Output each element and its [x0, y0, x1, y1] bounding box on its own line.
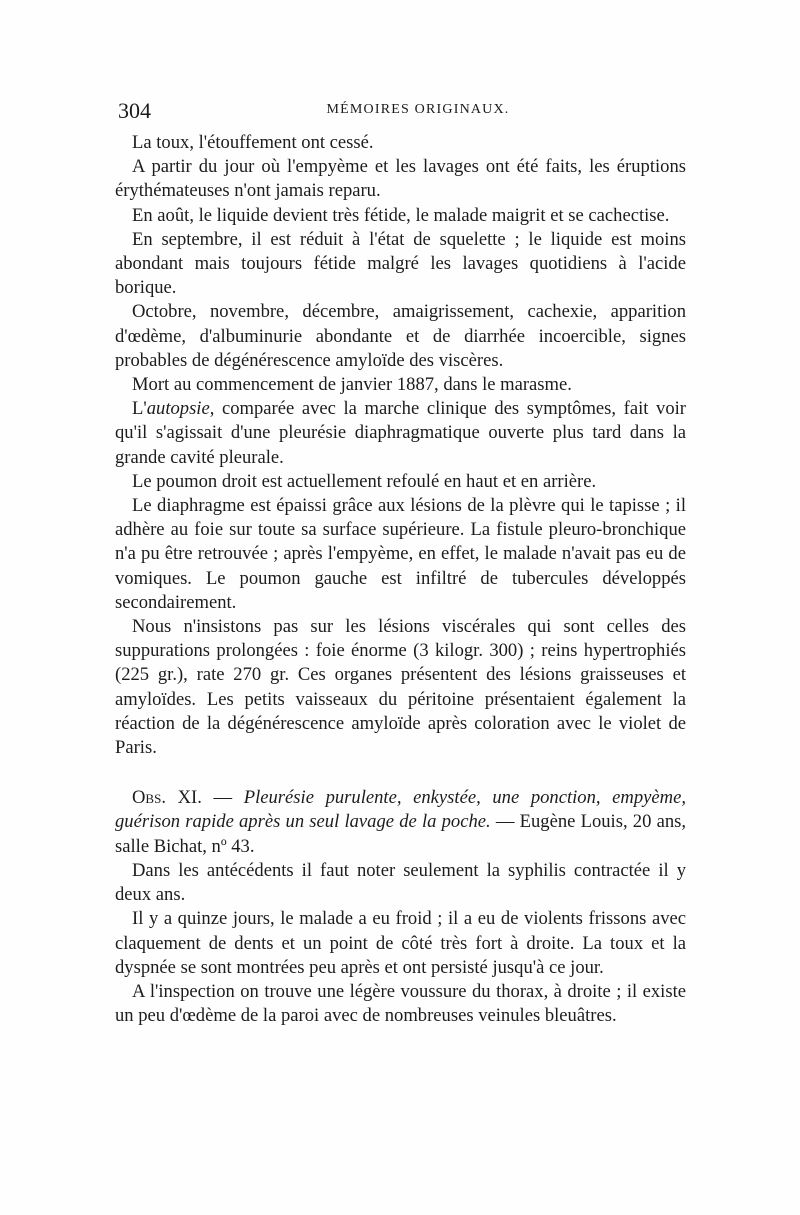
- paragraph: A l'inspection on trouve une légère voussure du thorax, à droite ; il existe un peu d'œdème de la paroi avec de nombreuses veinules bleuâtres.: [115, 980, 686, 1027]
- autopsy-rest: , comparée avec la marche clinique des symptômes, fait voir qu'il s'agissait d'une pleurésie diaphragmatique ouverte plus tard dans la grande cavité pleurale.: [115, 398, 686, 468]
- page-number: 304: [118, 98, 151, 123]
- page-header: [118, 98, 690, 126]
- paragraph: En septembre, il est réduit à l'état de squelette ; le liquide est moins abondant mais toujours fétide malgré les lavages quotidiens à l'acide borique.: [115, 228, 686, 299]
- paragraph: Il y a quinze jours, le malade a eu froid ; il a eu de violents frissons avec claquement de dents et un point de côté très fort à droite. La toux et la dyspnée se sont montrées peu après et ont persisté jusqu'à ce jour.: [115, 908, 686, 978]
- paragraph: Dans les antécédents il faut noter seulement la syphilis contractée il y deux ans.: [115, 859, 686, 906]
- paragraph: La toux, l'étouffement ont cessé.: [132, 132, 374, 153]
- autopsy-prefix: L': [132, 398, 147, 420]
- observation-title: Pleurésie purulente, enkystée, une ponction, empyème, guérison rapide après un seul lavage de la poche.: [115, 787, 686, 833]
- body-text: [115, 131, 686, 1028]
- paragraph: En août, le liquide devient très fétide, le malade maigrit et se cachectise.: [132, 204, 670, 226]
- observation-patient: Eugène Louis, 20 ans, salle Bichat, nº 43.: [115, 811, 687, 857]
- observation-dash: —: [201, 787, 244, 809]
- paragraph: A partir du jour où l'empyème et les lavages ont été faits, les éruptions érythémateuses n'ont jamais reparu.: [115, 156, 686, 202]
- autopsy-italic-word: autopsie: [146, 398, 210, 420]
- running-title: MÉMOIRES ORIGINAUX.: [326, 102, 510, 117]
- observation-dash: —: [490, 811, 520, 833]
- section-spacer: [115, 760, 686, 786]
- paragraph: Le poumon droit est actuellement refoulé en haut et en arrière.: [132, 470, 597, 492]
- paragraph: Le diaphragme est épaissi grâce aux lésions de la plèvre qui le tapisse ; il adhère au foie sur toute sa surface supérieure. La fistule pleuro-bronchique n'a pu être retrouvée ; après l'empyème, en effet, le malade n'avait pas eu de vomiques. Le poumon gauche est infiltré de tubercules développés secondairement.: [115, 495, 686, 613]
- paragraph: Nous n'insistons pas sur les lésions viscérales qui sont celles des suppurations prolongées : foie énorme (3 kilogr. 300) ; reins hypertrophiés (225 gr.), rate 270 gr. Ces organes présentent des lésions graisseuses et amyloïdes. Les petits vaisseaux du péritoine présentaient également la réaction de la dégénérescence amyloïde après coloration avec le violet de Paris.: [115, 616, 686, 759]
- paragraph: Octobre, novembre, décembre, amaigrissement, cachexie, apparition d'œdème, d'albuminurie abondante et de diarrhée incoercible, signes probables de dégénérescence amyloïde des viscères.: [115, 301, 686, 371]
- observation-heading: [115, 786, 686, 859]
- paragraph: Mort au commencement de janvier 1887, dans le marasme.: [132, 374, 572, 396]
- observation-label: Obs. XI.: [132, 787, 202, 809]
- autopsy-paragraph: [115, 397, 686, 470]
